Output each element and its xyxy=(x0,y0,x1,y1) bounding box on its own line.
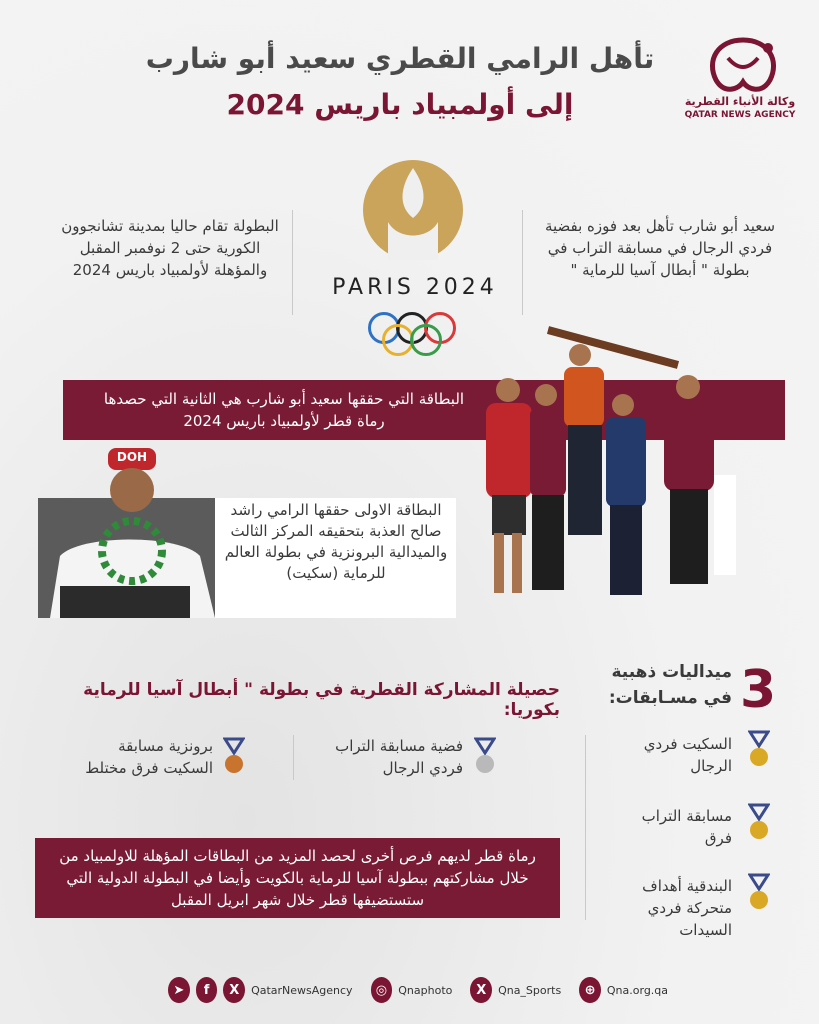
social-handle-3[interactable]: Qna_Sports xyxy=(498,983,562,997)
silver-event-line2: فردي الرجال xyxy=(382,759,463,777)
divider-left xyxy=(292,210,293,315)
olympic-rings-icon xyxy=(368,312,468,352)
silver-medal-icon xyxy=(474,737,496,775)
silver-event xyxy=(318,735,463,779)
logo-name-en: QATAR NEWS AGENCY xyxy=(684,110,796,120)
facebook-icon[interactable]: f xyxy=(196,977,218,1003)
paris-flame-icon xyxy=(358,160,468,265)
divider-silver-bronze xyxy=(293,735,294,780)
tournament-info: البطولة تقام حاليا بمدينة تشانجوون الكورية حتى 2 نوفمبر المقبل والمؤهلة لأولمبياد باريس 2024 xyxy=(61,217,279,279)
gold-event-2 xyxy=(620,805,732,849)
paris-logo-text: PARIS 2024 xyxy=(332,275,498,300)
gold-event-3 xyxy=(595,875,732,941)
cap-text: DOH xyxy=(116,450,148,464)
footer-social-bar xyxy=(168,975,668,1005)
qna-logo-icon xyxy=(688,30,798,122)
bronze-event xyxy=(70,735,213,779)
bottom-banner-text: رماة قطر لديهم فرص أخرى لحصد المزيد من البطاقات المؤهلة للاولمبياد من خلال مشاركتهم ببطولة آسيا للرماية بالكويت وأيضا في البطولة الدولية التي ستستضيفها قطر خلال شهر ابريل المقبل xyxy=(59,847,536,909)
gold-medal-icon xyxy=(748,730,770,768)
results-heading: حصيلة المشاركة القطرية في بطولة " أبطال آسيا للرماية بكوريا: xyxy=(83,680,560,720)
paris-2024-logo xyxy=(330,160,500,360)
bronze-medal-icon xyxy=(223,737,245,775)
gold-label-line2: في مسـابقات: xyxy=(608,688,732,708)
second-card-text: البطاقة التي حققها سعيد أبو شارب هي الثانية التي حصدها رماة قطر لأولمبياد باريس 2024 xyxy=(103,390,465,430)
gold-medal-icon xyxy=(748,873,770,911)
gold-medal-icon xyxy=(748,803,770,841)
bottom-banner xyxy=(35,838,560,918)
x-icon[interactable]: X xyxy=(470,977,492,1003)
bronze-event-line2: السكيت فرق مختلط xyxy=(85,759,213,777)
telegram-icon[interactable]: ➤ xyxy=(168,977,190,1003)
first-card-text: البطاقة الاولى حققها الرامي راشد صالح العذبة بتحقيقه المركز الثالث والميدالية البرونزية في بطولة العالم للرماية (سكيت) xyxy=(224,501,448,582)
gold-event-3-line1: البندقية أهداف xyxy=(642,877,732,895)
social-handle-1[interactable]: QatarNewsAgency xyxy=(251,983,353,997)
gold-event-1-line1: السكيت فردي xyxy=(643,735,732,753)
website-link[interactable]: Qna.org.qa xyxy=(606,983,669,997)
gold-label-line1: ميداليات ذهبية xyxy=(611,662,732,682)
instagram-icon[interactable]: ◎ xyxy=(371,977,393,1003)
gold-event-3-line2: متحركة فردي السيدات xyxy=(647,899,732,939)
globe-icon[interactable]: ⊕ xyxy=(579,977,601,1003)
gold-event-1 xyxy=(620,733,732,777)
social-handle-2[interactable]: Qnaphoto xyxy=(398,983,453,997)
athlete-portrait xyxy=(40,446,220,618)
bronze-event-line1: برونزية مسابقة xyxy=(118,737,213,755)
gold-count: 3 xyxy=(740,660,777,720)
qualification-info: سعيد أبو شارب تأهل بعد فوزه بفضية فردي الرجال في مسابقة التراب في بطولة " أبطال آسيا للرماية " xyxy=(544,217,776,279)
divider-right xyxy=(522,210,523,315)
silver-event-line1: فضية مسابقة التراب xyxy=(335,737,463,755)
x-icon[interactable]: X xyxy=(223,977,245,1003)
title-line-2: إلى أولمبياد باريس 2024 xyxy=(226,88,574,121)
gold-event-1-line2: الرجال xyxy=(690,757,732,775)
gold-event-2-line2: فرق xyxy=(704,829,732,847)
title-line-1: تأهل الرامي القطري سعيد أبو شارب xyxy=(145,42,655,75)
logo-name-ar: وكالة الأنباء القطرية xyxy=(684,95,796,108)
team-celebration-photo xyxy=(478,305,768,625)
divider-results xyxy=(585,735,586,920)
gold-event-2-line1: مسابقة التراب xyxy=(641,807,732,825)
